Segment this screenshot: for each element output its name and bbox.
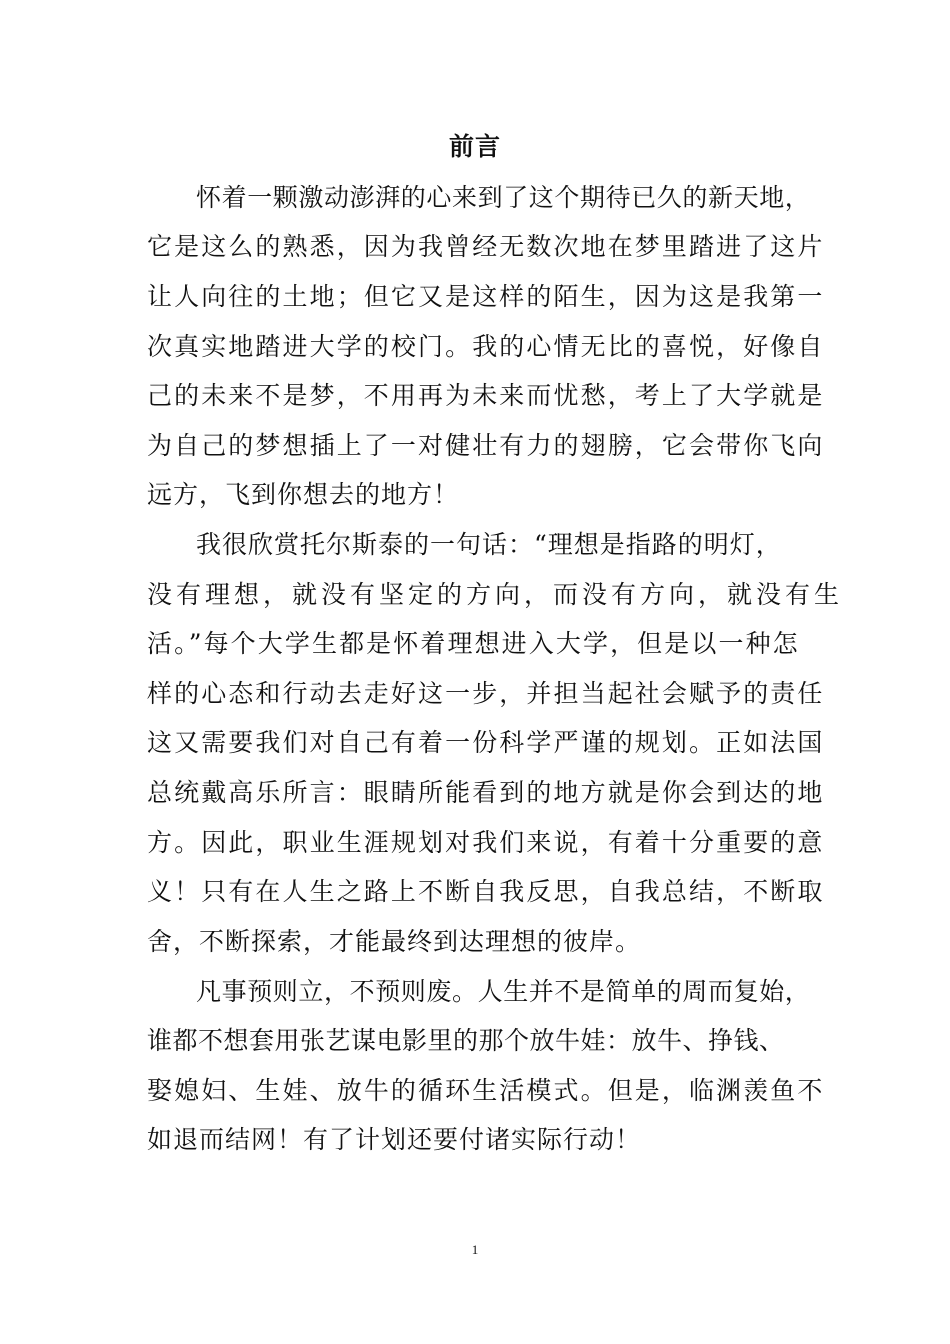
paragraph-1-line-3: 让人向往的土地；但它又是这样的陌生，因为这是我第一 <box>147 282 825 311</box>
page-title: 前言 <box>448 132 501 161</box>
paragraph-1-line-7: 远方，飞到你想去的地方！ <box>147 480 460 509</box>
paragraph-1-line-2: 它是这么的熟悉，因为我曾经无数次地在梦里踏进了这片 <box>147 232 825 261</box>
paragraph-2-line-9: 舍，不断探索，才能最终到达理想的彼岸。 <box>147 927 642 956</box>
paragraph-2-line-3: 活。”每个大学生都是怀着理想进入大学，但是以一种怎 <box>147 629 800 658</box>
paragraph-1-line-5: 己的未来不是梦，不用再为未来而忧愁，考上了大学就是 <box>147 381 825 410</box>
paragraph-2-line-4: 样的心态和行动去走好这一步，并担当起社会赋予的责任 <box>147 679 825 708</box>
paragraph-3-line-3: 娶媳妇、生娃、放牛的循环生活模式。但是，临渊羡鱼不 <box>147 1076 825 1105</box>
page-number: 1 <box>471 1242 479 1257</box>
paragraph-3-line-2: 谁都不想套用张艺谋电影里的那个放牛娃：放牛、挣钱、 <box>147 1026 785 1055</box>
paragraph-1-line-6: 为自己的梦想插上了一对健壮有力的翅膀，它会带你飞向 <box>147 431 825 460</box>
paragraph-2-line-6: 总统戴高乐所言：眼睛所能看到的地方就是你会到达的地 <box>147 778 825 807</box>
paragraph-1-line-4: 次真实地踏进大学的校门。我的心情无比的喜悦，好像自 <box>147 332 825 361</box>
paragraph-3-line-4: 如退而结网！有了计划还要付诸实际行动！ <box>147 1125 642 1154</box>
paragraph-2-line-7: 方。因此，职业生涯规划对我们来说，有着十分重要的意 <box>147 828 825 857</box>
paragraph-3-line-1: 凡事预则立，不预则废。人生并不是简单的周而复始， <box>196 977 811 1006</box>
paragraph-1-line-1: 怀着一颗激动澎湃的心来到了这个期待已久的新天地， <box>196 183 811 212</box>
paragraph-2-line-8: 义！只有在人生之路上不断自我反思，自我总结，不断取 <box>147 877 825 906</box>
paragraph-2-line-2: 没有理想，就没有坚定的方向，而没有方向，就没有生 <box>147 580 844 609</box>
paragraph-2-line-1: 我很欣赏托尔斯泰的一句话：“理想是指路的明灯， <box>196 530 782 559</box>
paragraph-2-line-5: 这又需要我们对自己有着一份科学严谨的规划。正如法国 <box>147 728 825 757</box>
